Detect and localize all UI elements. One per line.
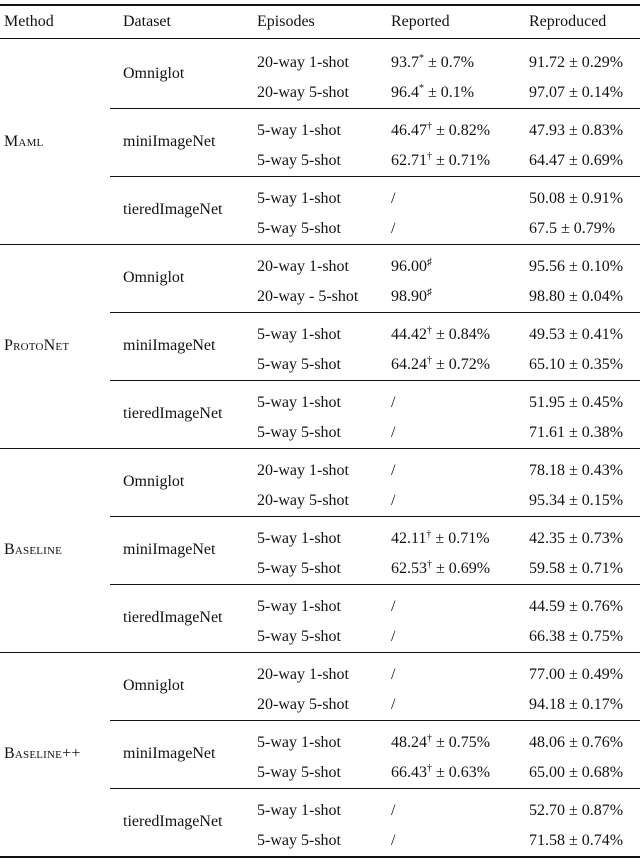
reported-cell [391,189,395,209]
reproduced-cell: 49.53 ± 0.41% [529,326,624,343]
episodes-cell: 5-way 5-shot [257,628,341,645]
reported-error: ± 0.72% [432,356,491,373]
reported-cell [391,151,490,171]
episodes-cell: 5-way 5-shot [257,356,341,373]
header-reported: Reported [391,13,450,30]
dataset-label: miniImageNet [123,745,216,762]
episodes-cell: 5-way 1-shot [257,394,341,411]
dataset-label: miniImageNet [123,133,216,150]
episodes-cell: 20-way 5-shot [257,492,349,509]
episodes-cell: 5-way 1-shot [257,734,341,751]
reported-value: 46.47 [391,122,427,139]
reported-value: 44.42 [391,326,427,343]
reproduced-cell: 42.35 ± 0.73% [529,530,624,547]
reported-footnote-mark: ♯ [427,257,432,268]
reported-error: ± 0.84% [432,326,491,343]
reported-footnote-mark: † [427,733,432,744]
reproduced-cell: 47.93 ± 0.83% [529,122,624,139]
reported-value: / [391,424,396,441]
reported-cell [391,695,395,715]
episodes-cell: 20-way 1-shot [257,666,349,683]
reported-value: / [391,492,396,509]
reproduced-cell: 97.07 ± 0.14% [529,84,624,101]
dataset-label: tieredImageNet [123,813,223,830]
dataset-label: Omniglot [123,65,185,82]
reported-cell [391,393,395,413]
reported-cell [391,219,395,239]
reported-footnote-mark: † [427,151,432,162]
bottom-rule [0,856,640,858]
dataset-label: tieredImageNet [123,609,223,626]
reported-cell [391,627,395,647]
episodes-cell: 5-way 5-shot [257,152,341,169]
header-method: Method [4,13,54,30]
dataset-rule [110,108,640,109]
reproduced-cell: 66.38 ± 0.75% [529,628,624,645]
reproduced-cell: 67.5 ± 0.79% [529,220,616,237]
reproduced-cell: 95.34 ± 0.15% [529,492,624,509]
reproduced-cell: 51.95 ± 0.45% [529,394,624,411]
episodes-cell: 5-way 5-shot [257,220,341,237]
episodes-cell: 20-way 1-shot [257,54,349,71]
method-label: Baseline [4,541,63,558]
episodes-cell: 20-way 1-shot [257,258,349,275]
reported-error: ± 0.75% [432,734,491,751]
reported-value: / [391,628,396,645]
group-rule [0,244,640,245]
reproduced-cell: 50.08 ± 0.91% [529,190,624,207]
dataset-label: tieredImageNet [123,201,223,218]
dataset-rule [110,312,640,313]
episodes-cell: 20-way 5-shot [257,696,349,713]
reproduced-cell: 71.58 ± 0.74% [529,832,624,849]
dataset-rule [110,584,640,585]
reproduced-cell: 65.10 ± 0.35% [529,356,624,373]
reported-cell [391,763,490,783]
reproduced-cell: 52.70 ± 0.87% [529,802,624,819]
reported-value: / [391,462,396,479]
reported-value: 93.7 [391,54,419,71]
dataset-rule [110,720,640,721]
header-dataset: Dataset [123,13,171,30]
reported-cell [391,597,395,617]
reproduced-cell: 94.18 ± 0.17% [529,696,624,713]
reported-value: / [391,598,396,615]
reported-value: 96.00 [391,258,427,275]
reported-footnote-mark: † [427,763,432,774]
reported-cell [391,801,395,821]
reported-value: 98.90 [391,288,427,305]
reported-value: / [391,190,396,207]
reported-error: ± 0.71% [431,530,490,547]
reproduced-cell: 44.59 ± 0.76% [529,598,624,615]
dataset-label: miniImageNet [123,541,216,558]
reproduced-cell: 77.00 ± 0.49% [529,666,624,683]
reproduced-cell: 64.47 ± 0.69% [529,152,624,169]
episodes-cell: 5-way 1-shot [257,122,341,139]
episodes-cell: 5-way 1-shot [257,598,341,615]
reported-footnote-mark: † [427,325,432,336]
reproduced-cell: 71.61 ± 0.38% [529,424,624,441]
reported-footnote-mark: † [426,529,432,540]
episodes-cell: 5-way 5-shot [257,764,341,781]
reported-cell [391,529,490,549]
reported-error: ± 0.1% [424,84,475,101]
reported-footnote-mark: * [419,53,424,64]
episodes-cell: 5-way 5-shot [257,560,341,577]
reported-cell [391,559,490,579]
episodes-cell: 5-way 5-shot [257,424,341,441]
episodes-cell: 5-way 1-shot [257,326,341,343]
dataset-rule [110,788,640,789]
reported-cell [391,325,490,345]
episodes-cell: 5-way 1-shot [257,802,341,819]
episodes-cell: 5-way 1-shot [257,190,341,207]
reported-cell [391,423,395,443]
dataset-rule [110,516,640,517]
reported-error: ± 0.63% [432,764,491,781]
episodes-cell: 5-way 1-shot [257,530,341,547]
reported-cell [391,733,490,753]
episodes-cell: 20-way 1-shot [257,462,349,479]
reproduced-cell: 65.00 ± 0.68% [529,764,624,781]
reported-cell [391,257,432,277]
header-episodes: Episodes [257,13,315,30]
reported-value: 96.4 [391,84,419,101]
dataset-label: tieredImageNet [123,405,223,422]
reported-value: 64.24 [391,356,427,373]
reported-value: / [391,802,396,819]
reported-error: ± 0.82% [432,122,491,139]
reported-value: / [391,696,396,713]
reproduced-cell: 91.72 ± 0.29% [529,54,624,71]
dataset-label: Omniglot [123,677,185,694]
reported-footnote-mark: ♯ [427,287,432,298]
reported-cell [391,831,395,851]
reported-cell [391,53,474,73]
reported-value: 62.53 [391,560,427,577]
reported-cell [391,355,490,375]
group-rule [0,652,640,653]
reproduced-cell: 95.56 ± 0.10% [529,258,624,275]
group-rule [0,448,640,449]
header-reproduced: Reproduced [529,13,607,30]
method-label: Maml [4,133,44,150]
reported-cell [391,491,395,511]
header-rule [0,38,640,39]
reproduced-cell: 59.58 ± 0.71% [529,560,624,577]
reported-footnote-mark: † [427,355,432,366]
reported-error: ± 0.7% [424,54,475,71]
episodes-cell: 20-way 5-shot [257,84,349,101]
dataset-rule [110,176,640,177]
reported-cell [391,83,474,103]
reported-footnote-mark: * [419,83,424,94]
reported-value: 48.24 [391,734,427,751]
method-label: ProtoNet [4,337,70,354]
reported-error: ± 0.69% [432,560,491,577]
reported-value: / [391,220,396,237]
reported-footnote-mark: † [427,559,432,570]
reported-value: / [391,394,396,411]
episodes-cell: 20-way - 5-shot [257,288,359,305]
reported-value: 42.11 [391,530,427,547]
dataset-rule [110,380,640,381]
dataset-label: Omniglot [123,269,185,286]
reproduced-cell: 48.06 ± 0.76% [529,734,624,751]
episodes-cell: 5-way 5-shot [257,832,341,849]
top-rule [0,4,640,6]
reported-value: 66.43 [391,764,427,781]
dataset-label: Omniglot [123,473,185,490]
reproduced-cell: 98.80 ± 0.04% [529,288,624,305]
reported-footnote-mark: † [427,121,432,132]
reported-cell [391,665,395,685]
reported-value: 62.71 [391,152,427,169]
reproduced-cell: 78.18 ± 0.43% [529,462,624,479]
reported-cell [391,287,432,307]
reported-value: / [391,832,396,849]
dataset-label: miniImageNet [123,337,216,354]
reported-cell [391,121,490,141]
reported-value: / [391,666,396,683]
reported-error: ± 0.71% [432,152,491,169]
reported-cell [391,461,395,481]
method-label: Baseline++ [4,745,81,762]
